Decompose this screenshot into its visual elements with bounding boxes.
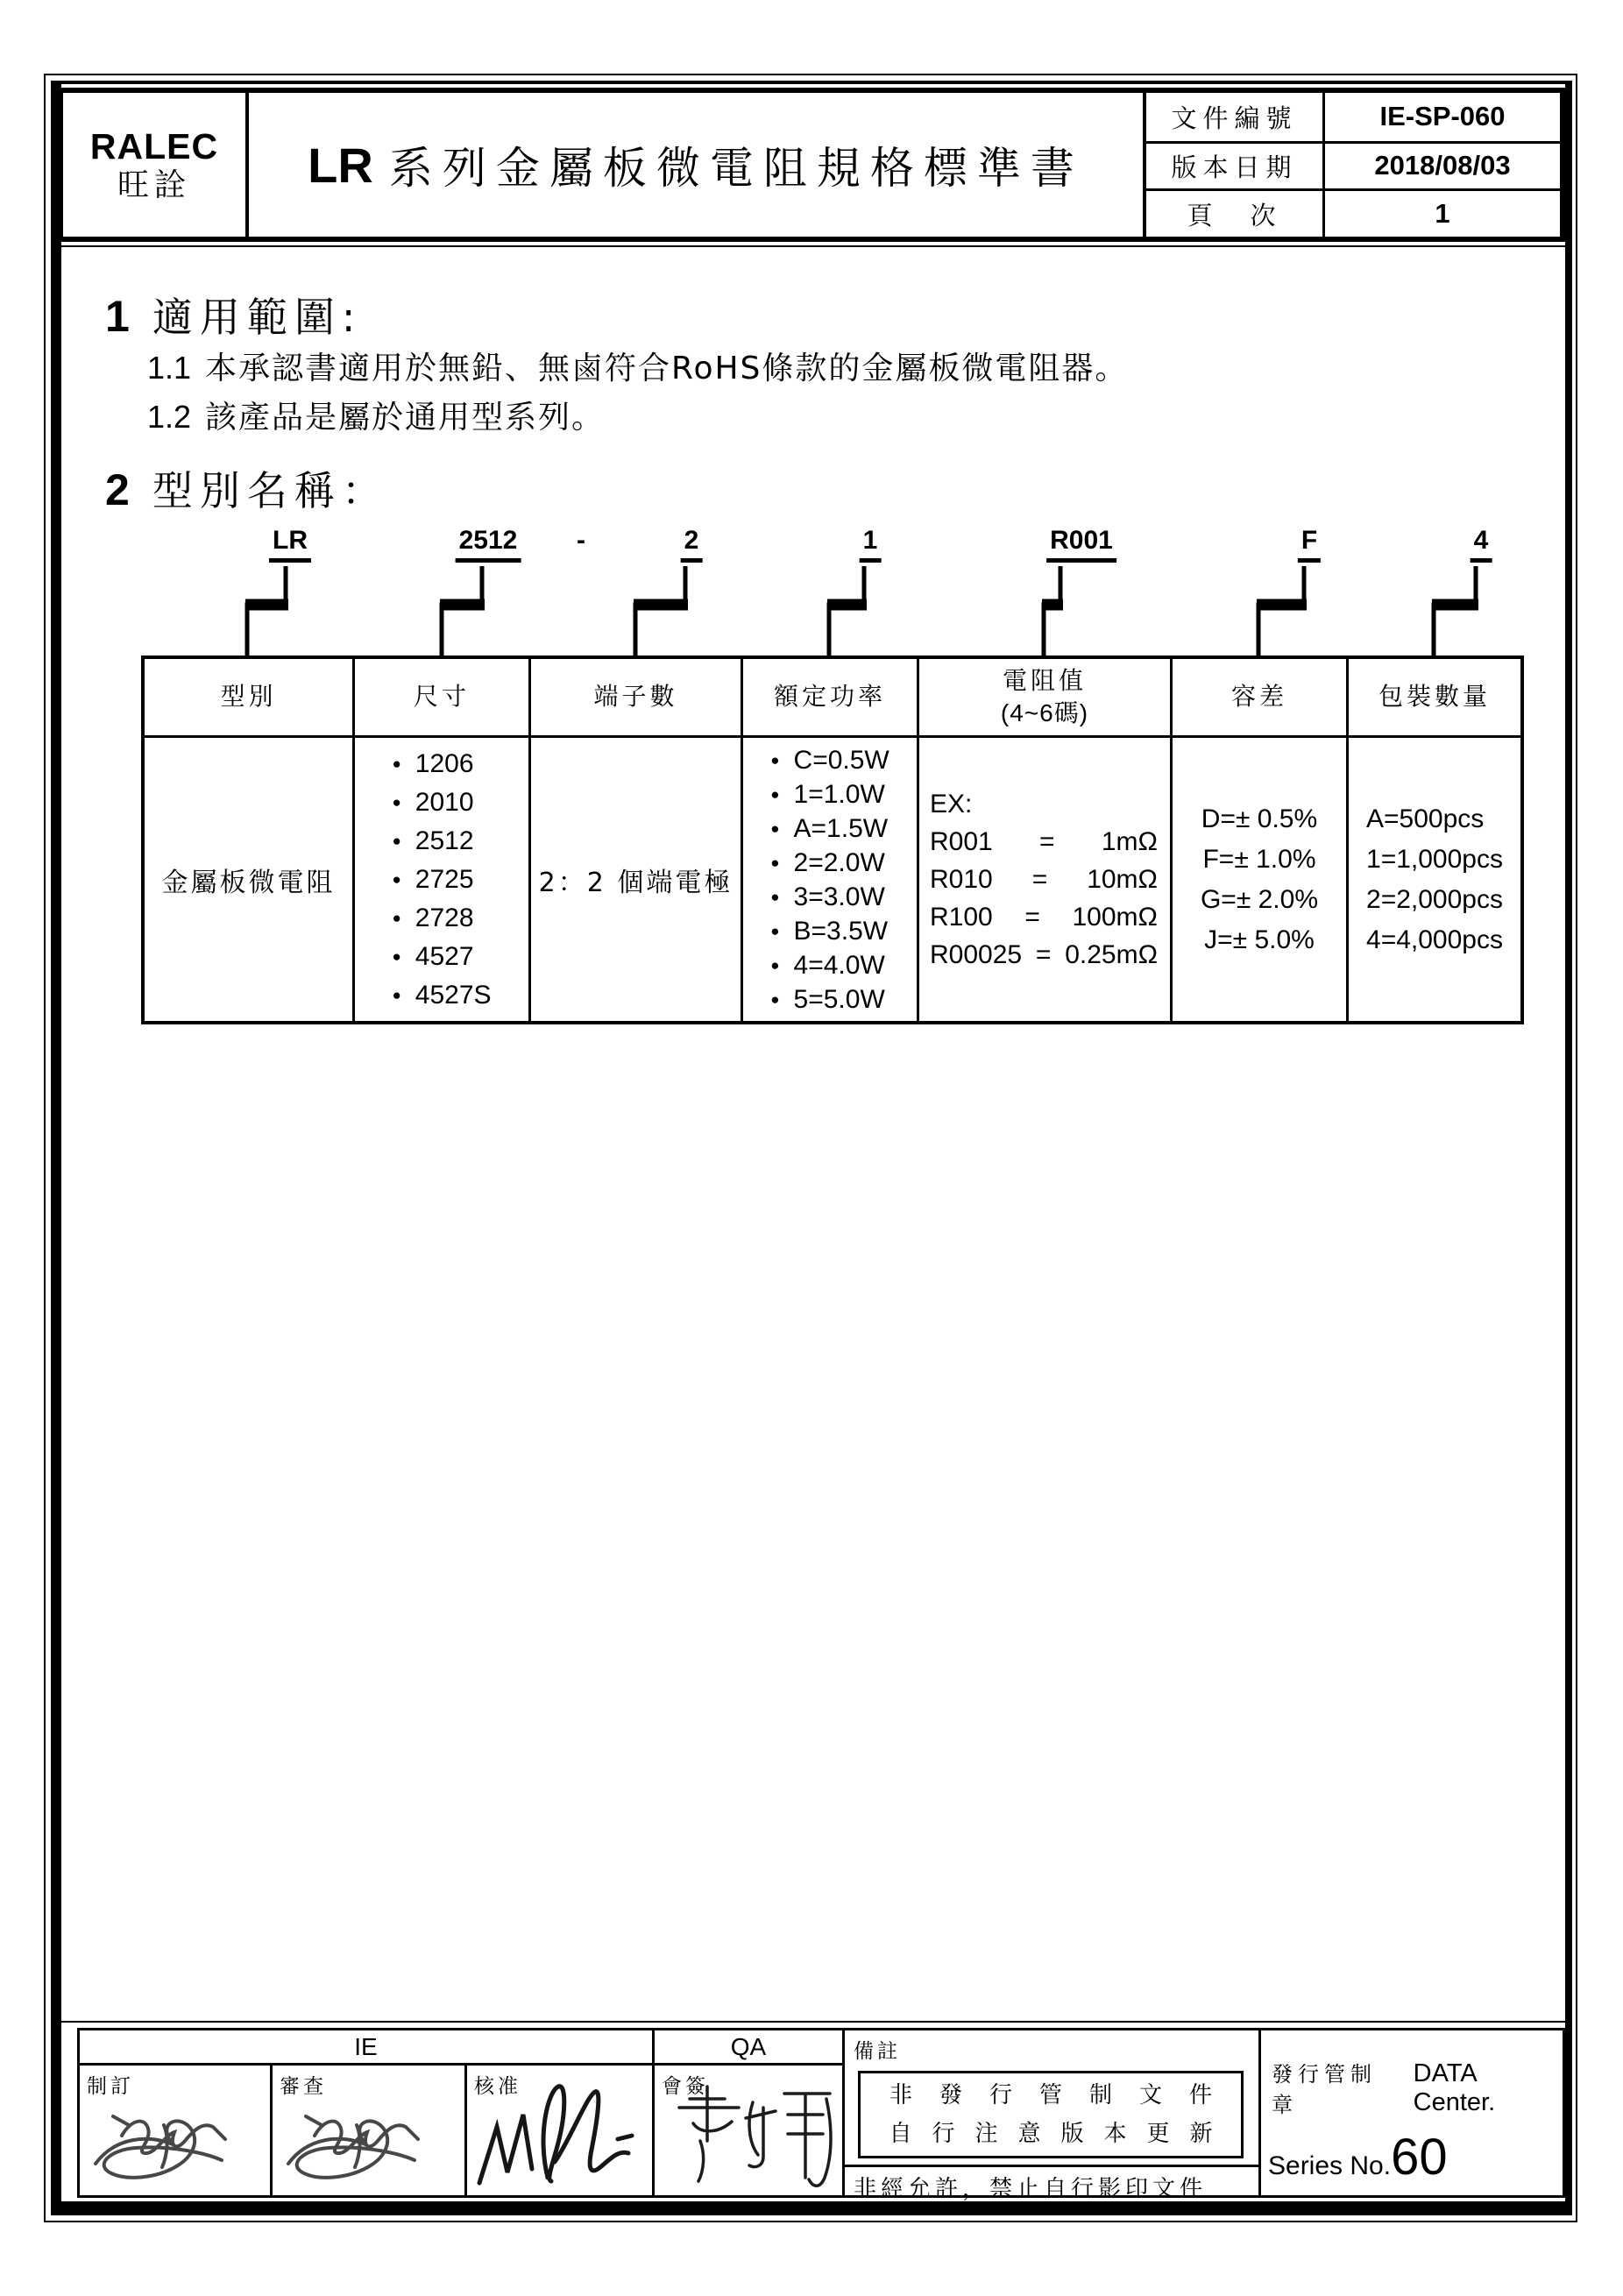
part-number-connector-lines: [0, 566, 1623, 657]
bullet-icon: ●: [392, 909, 401, 926]
section2-heading: [105, 459, 389, 517]
code-segment-power: 1: [860, 526, 882, 563]
draft-signature: [80, 2090, 271, 2195]
bullet-icon: ●: [392, 793, 401, 811]
cell-resistance-examples: [919, 738, 1173, 1021]
col-header-resistance: [919, 659, 1173, 738]
sign-cell-draft: [80, 2066, 273, 2195]
section1-number: 1: [105, 292, 130, 341]
bullet-icon: ●: [392, 755, 401, 772]
header-double-rule: [58, 245, 1565, 247]
remark-box: [858, 2071, 1244, 2158]
code-segment-dash: -: [577, 526, 585, 555]
col-header-terminals: 端子數: [531, 659, 743, 738]
document-info-table: [1146, 93, 1560, 237]
section2-title: 型別名稱：: [152, 467, 389, 514]
resistance-example-row: R100 = 100mΩ: [930, 903, 1158, 932]
bullet-icon: ●: [770, 888, 780, 905]
size-item: ● 2725: [392, 861, 473, 899]
col-header-packaging: 包裝數量: [1349, 659, 1520, 738]
spec-table: [141, 655, 1524, 1024]
size-item: ● 2010: [392, 783, 473, 822]
item-1-1-text: 本承認書適用於無鉛、無鹵符合RoHS條款的金屬板微電阻器。: [205, 351, 1129, 386]
bullet-icon: ●: [770, 751, 780, 769]
remark-bottom-note: 非經允許，禁止自行影印文件: [854, 2176, 1208, 2202]
power-item: ● 4=4.0W: [770, 948, 885, 982]
bullet-icon: ●: [392, 947, 401, 965]
cell-terminals: 2：2 個端電極: [531, 738, 743, 1021]
logo-cell: [63, 93, 249, 237]
tolerance-item: G=± 2.0%: [1200, 884, 1319, 914]
section1-heading: [105, 286, 362, 344]
power-item: ● 1=1.0W: [770, 777, 885, 811]
col-header-size: 尺寸: [355, 659, 531, 738]
remark-cell: [845, 2030, 1261, 2202]
item-1-2-text: 該產品是屬於通用型系列。: [205, 400, 606, 436]
section1-item-2: [147, 393, 605, 437]
info-row-version-date: [1146, 141, 1560, 189]
cell-packaging: [1349, 738, 1520, 1021]
size-item: ● 4527S: [392, 976, 491, 1015]
tolerance-item: D=± 0.5%: [1201, 804, 1318, 833]
approve-label: 核准: [474, 2075, 521, 2098]
cell-tolerances: [1173, 738, 1349, 1021]
power-item: ● 3=3.0W: [770, 880, 885, 914]
bullet-icon: ●: [770, 990, 780, 1008]
col-header-tolerance: 容差: [1173, 659, 1349, 738]
power-item: ● 5=5.0W: [770, 982, 885, 1017]
sign-cell-countersign: [655, 2066, 845, 2195]
resistance-header-sub: (4~6碼): [1000, 698, 1089, 726]
code-segment-terminals: 2: [681, 526, 703, 563]
size-item: ● 1206: [392, 745, 473, 783]
bullet-icon: ●: [392, 832, 401, 849]
power-item: ● 2=2.0W: [770, 846, 885, 880]
title-text: 系列金屬板微電阻規格標準書: [388, 143, 1084, 194]
title-series-code: LR: [308, 137, 373, 193]
series-number-value: 60: [1391, 2129, 1448, 2186]
item-1-2-number: 1.2: [147, 399, 192, 435]
remark-divider: [845, 2165, 1258, 2167]
packaging-item: 4=4,000pcs: [1366, 925, 1503, 954]
stamp-value: DATA Center.: [1413, 2059, 1496, 2116]
bullet-icon: ●: [770, 922, 780, 939]
bullet-icon: ●: [770, 956, 780, 974]
version-date-label: 版本日期: [1146, 144, 1325, 189]
cell-sizes: [355, 738, 531, 1021]
code-segment-tolerance: F: [1298, 526, 1321, 563]
cell-type-name: 金屬板微電阻: [145, 738, 355, 1021]
stamp-label: 發行管制章: [1272, 2062, 1377, 2117]
draft-label: 制訂: [87, 2075, 134, 2098]
approve-signature: [467, 2066, 653, 2195]
code-segment-size: 2512: [456, 526, 521, 563]
brand-name: RALEC: [89, 125, 219, 167]
review-label: 審查: [280, 2075, 327, 2098]
countersign-signature: [655, 2073, 845, 2195]
code-segment-resistance: R001: [1046, 526, 1116, 563]
approval-table: [77, 2028, 1565, 2202]
col-header-power: 額定功率: [743, 659, 919, 738]
brand-name-chinese: 旺詮: [117, 167, 191, 203]
bullet-icon: ●: [392, 870, 401, 888]
sign-cell-approve: [467, 2066, 655, 2195]
footer-double-rule: [58, 2021, 1565, 2023]
section1-item-1: [147, 344, 1128, 388]
packaging-item: A=500pcs: [1366, 804, 1485, 833]
resistance-header-main: 電阻值: [1002, 666, 1087, 696]
doc-number-value: IE-SP-060: [1379, 101, 1506, 132]
info-row-page-number: [1146, 188, 1560, 237]
packaging-item: 2=2,000pcs: [1366, 884, 1503, 914]
bullet-icon: ●: [770, 785, 780, 803]
power-item: ● A=1.5W: [770, 811, 888, 846]
tolerance-item: F=± 1.0%: [1202, 844, 1316, 874]
page-number-value: 1: [1435, 198, 1450, 230]
header-table: [58, 88, 1565, 242]
tolerance-item: J=± 5.0%: [1204, 925, 1315, 954]
resistance-ex-label: EX:: [930, 790, 973, 818]
version-date-value: 2018/08/03: [1374, 150, 1511, 181]
stamp-cell: [1261, 2030, 1563, 2195]
power-item: ● C=0.5W: [770, 743, 889, 777]
item-1-1-number: 1.1: [147, 350, 192, 386]
cell-powers: [743, 738, 919, 1021]
series-number-label: Series No.: [1268, 2151, 1392, 2180]
review-signature: [273, 2090, 464, 2195]
resistance-example-row: R00025 = 0.25mΩ: [930, 940, 1158, 969]
bullet-icon: ●: [770, 854, 780, 871]
bullet-icon: ●: [770, 819, 780, 837]
resistance-example-row: R001 = 1mΩ: [930, 827, 1158, 856]
remark-box-line1: 非發行管制文件: [889, 2082, 1239, 2108]
remark-box-line2: 自行注意版本更新: [889, 2121, 1233, 2147]
info-row-doc-number: [1146, 93, 1560, 141]
document-title: [249, 93, 1146, 237]
size-item: ● 2728: [392, 899, 473, 938]
remark-label: 備註: [854, 2040, 901, 2063]
doc-number-label: 文件編號: [1146, 93, 1325, 141]
code-segment-packaging: 4: [1471, 526, 1492, 563]
code-segment-series: LR: [269, 526, 311, 563]
page-number-label: 頁 次: [1146, 191, 1325, 237]
countersign-label: 會簽: [662, 2075, 709, 2098]
packaging-item: 1=1,000pcs: [1366, 844, 1503, 874]
section2-number: 2: [105, 465, 130, 514]
size-item: ● 4527: [392, 938, 473, 976]
sign-cell-review: [273, 2066, 467, 2195]
col-header-type: 型別: [145, 659, 355, 738]
section1-title: 適用範圍:: [152, 294, 363, 341]
power-item: ● B=3.5W: [770, 914, 888, 948]
resistance-example-row: R010 = 10mΩ: [930, 865, 1158, 894]
bullet-icon: ●: [392, 986, 401, 1003]
dept-qa-header: QA: [655, 2030, 845, 2066]
size-item: ● 2512: [392, 822, 473, 861]
dept-ie-header: IE: [80, 2030, 655, 2066]
